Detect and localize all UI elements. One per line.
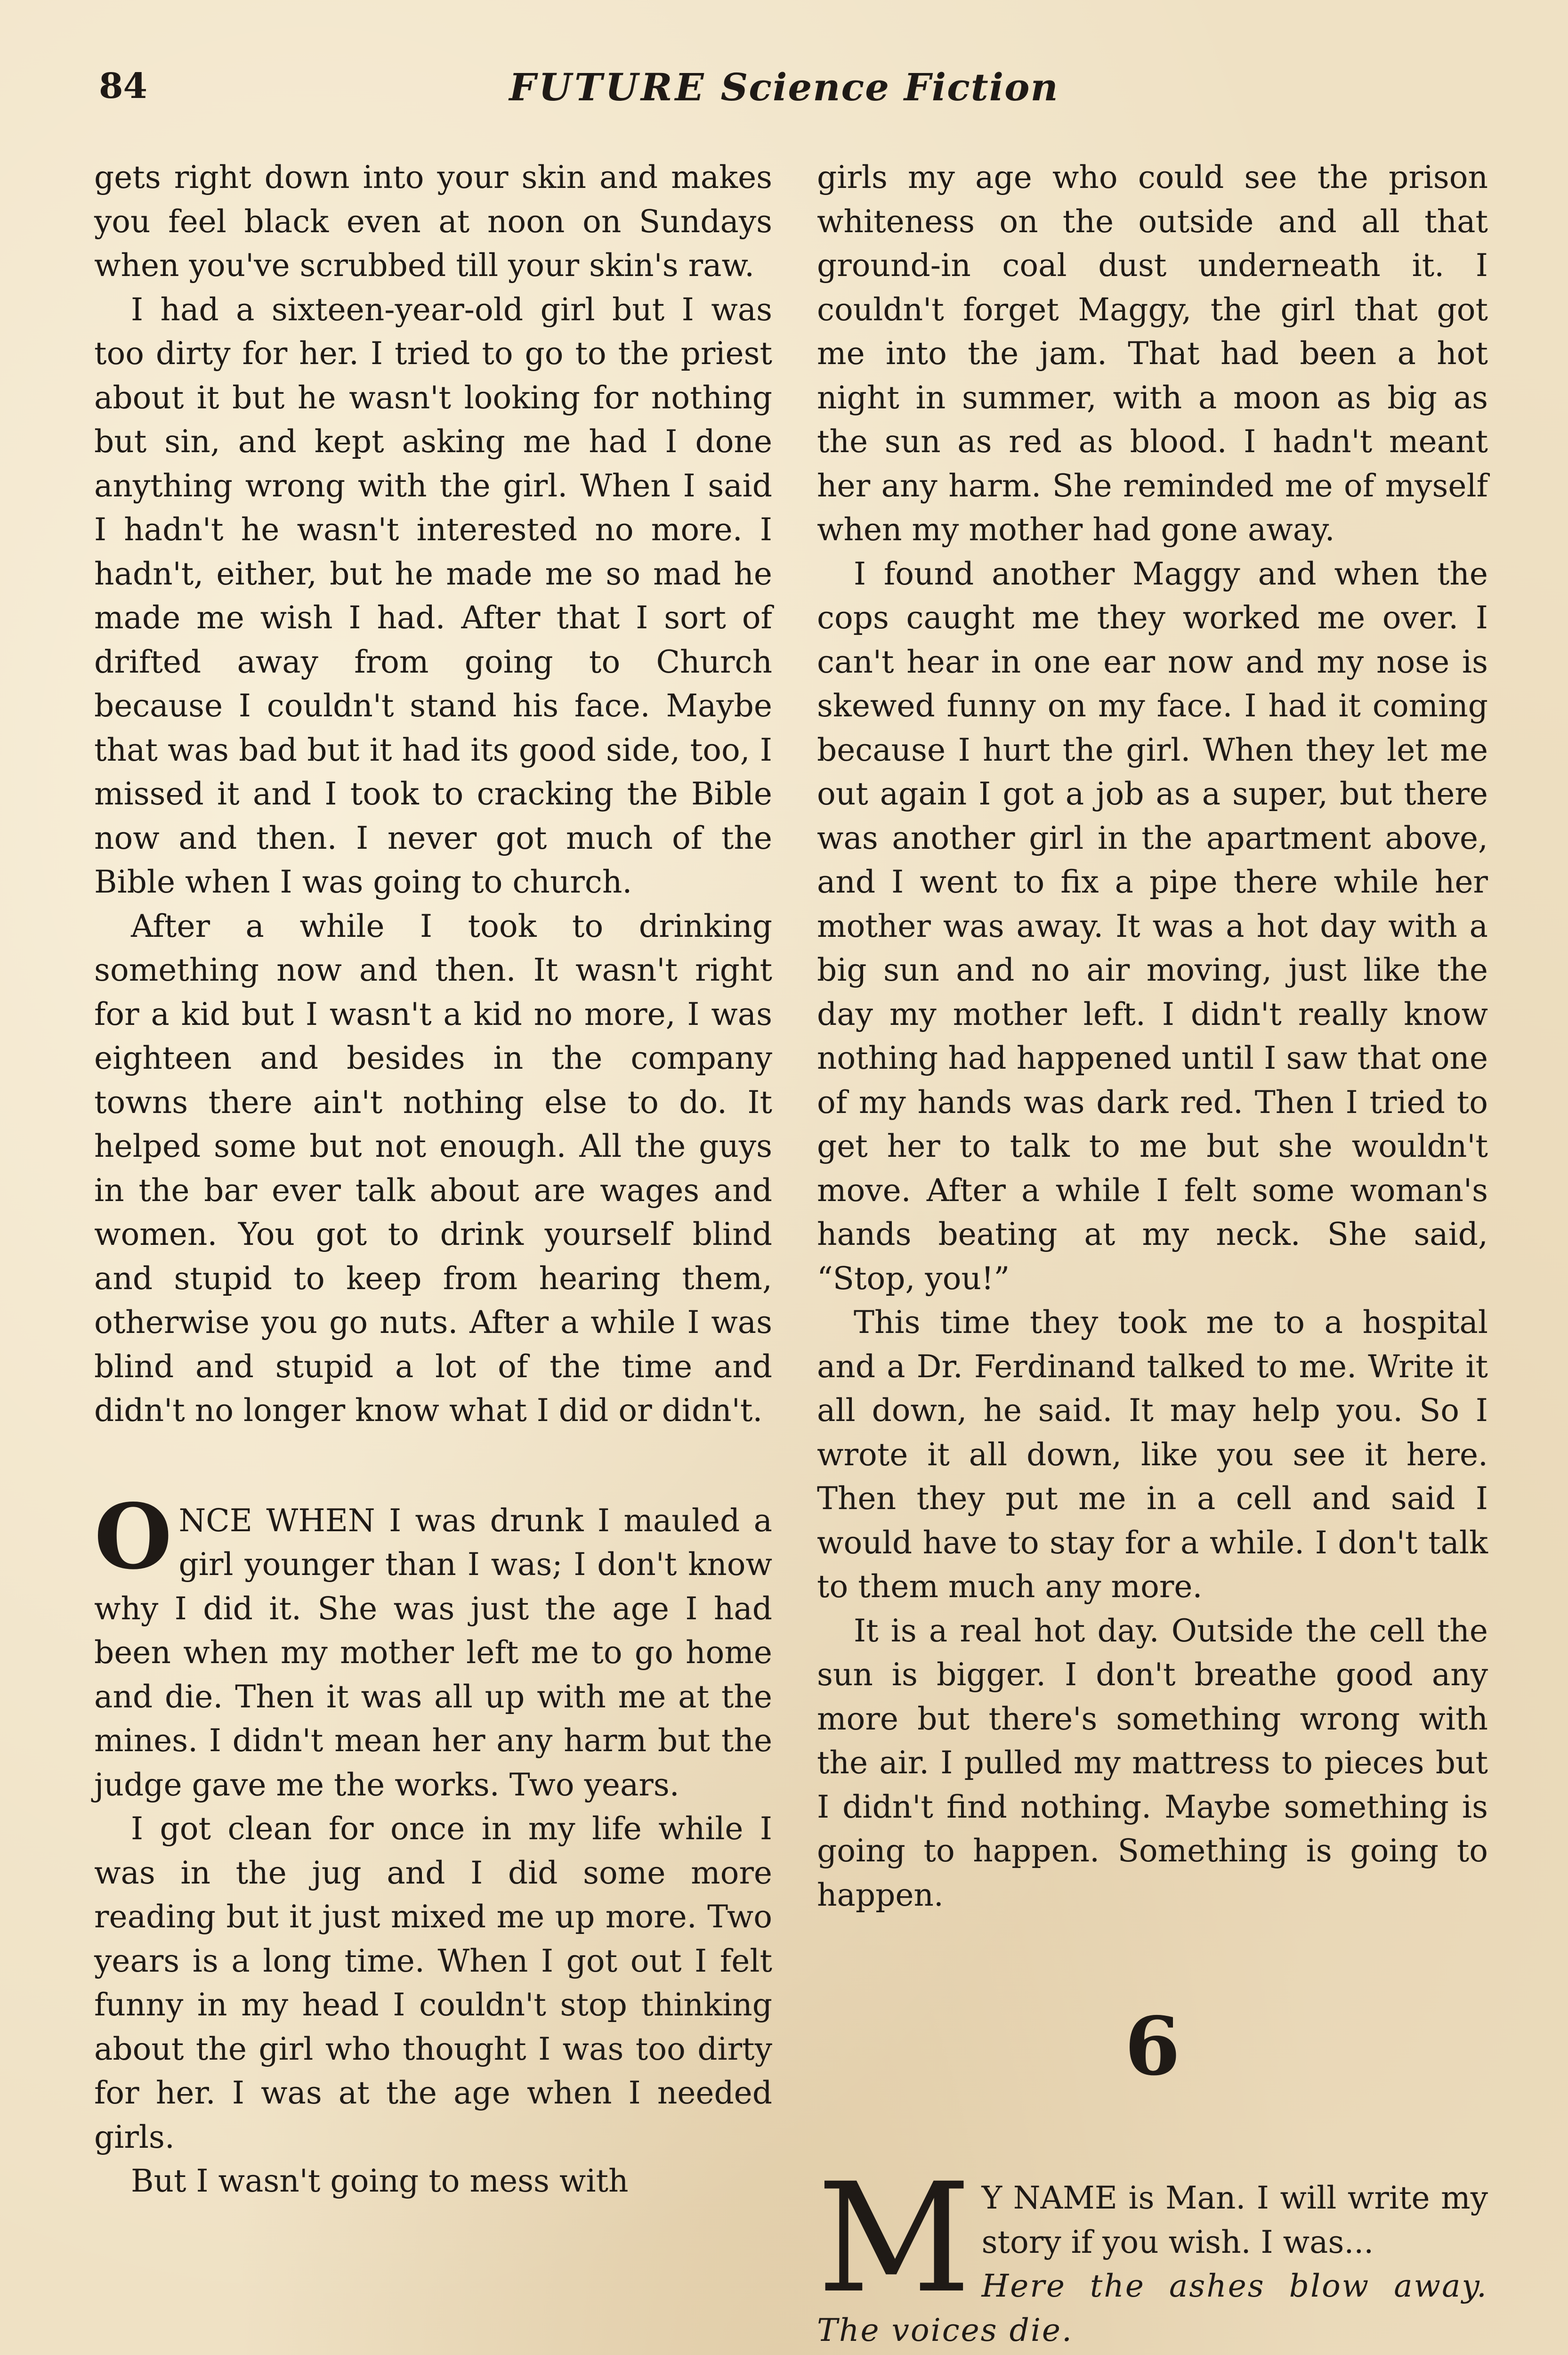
magazine-subtitle: Science Fiction [720,65,1059,109]
paragraph: I found another Maggy and when the cops caught me they worked me over. I can't hear in one ear now and my nose is skewed funny on my face. I had it coming because I hurt the girl. When they let me out again I got a job as a super, but there was another girl in the apartment above, and I went to fix a pipe there while her mother was away. It was a hot day with a big sun and no air moving, just like the day my mother left. I didn't really know nothing had happened until I saw that one of my hands was dark red. Then I tried to get her to talk to me but she wouldn't move. After a while I felt some woman's hands beating at my neck. She said, “Stop, you!” [817,555,1488,1297]
italic-epigraph: Here the ashes blow away. The voices die. [817,2268,1488,2348]
section-number: 6 [1124,1999,1180,2094]
paragraph: gets right down into your skin and makes you feel black even at noon on Sundays when you've scrubbed till your skin's raw. [94,159,772,284]
paragraph: This time they took me to a hospital and a Dr. Ferdinand talked to me. Write it all down, he said. It may help you. So I wrote it all down, like you see it here. Then they put me in a cell and said I would have to stay for a while. I don't talk to them much any more. [817,1304,1488,1605]
paragraph-text: NCE WHEN I was drunk I mauled a girl younger than I was; I don't know why I did it. She was just the age I had been when my mother left me to go home and die. Then it was all up with me at the mines. I didn't mean her any harm but the judge gave me the works. Two years. [94,1502,772,1803]
paragraph-text: Y NAME is Man. I will write my story if you wish. I was... [981,2180,1488,2260]
paragraph: girls my age who could see the prison whiteness on the outside and all that ground-in coal dust underneath it. I couldn't forget Maggy, the girl that got me into the jam. That had been a hot night in summer, with a moon as big as the sun as red as blood. I hadn't meant her any harm. She reminded me of myself when my mother had gone away. [817,159,1488,548]
paragraph-with-dropcap [94,1484,772,1807]
drop-cap: M [817,2151,971,2326]
page-number: 84 [99,66,147,106]
magazine-title: FUTURE [509,65,707,109]
running-head [0,65,1568,109]
page-header [0,57,1568,113]
paragraph: I got clean for once in my life while I was in the jug and I did some more reading but it just mixed me up more. Two years is a long time. When I got out I felt funny in my head I couldn't stop thinking about the girl who thought I was too dirty for her. I was at the age when I needed girls. [94,1811,772,2155]
paragraph: But I wasn't going to mess with [131,2163,629,2199]
paragraph: I had a sixteen-year-old girl but I was too dirty for her. I tried to go to the priest about it but he wasn't looking for nothing but sin, and kept asking me had I done anything wrong with the girl. When I said I hadn't he wasn't interested no more. I hadn't, either, but he made me so mad he made me wish I had. After that I sort of drifted away from going to Church because I couldn't stand his face. Maybe that was bad but it had its good side, too, I missed it and I took to cracking the Bible now and then. I never got much of the Bible when I was going to church. [94,291,772,900]
left-column [94,155,772,2203]
paragraph: After a while I took to drinking something now and then. It wasn't right for a kid but I wasn't a kid no more, I was eighteen and besides in the company towns there ain't nothing else to do. It helped some but not enough. All the guys in the bar ever talk about are wages and women. You got to drink yourself blind and stupid to keep from hearing them, otherwise you go nuts. After a while I was blind and stupid a lot of the time and didn't no longer know what I did or didn't. [94,908,772,1429]
paragraph: It is a real hot day. Outside the cell the sun is bigger. I don't breathe good any more but there's something wrong with the air. I pulled my mattress to pieces but I didn't find nothing. Maybe something is going to happen. Something is going to happen. [817,1612,1488,1913]
right-column [817,155,1488,2352]
drop-cap: O [94,1484,172,1589]
